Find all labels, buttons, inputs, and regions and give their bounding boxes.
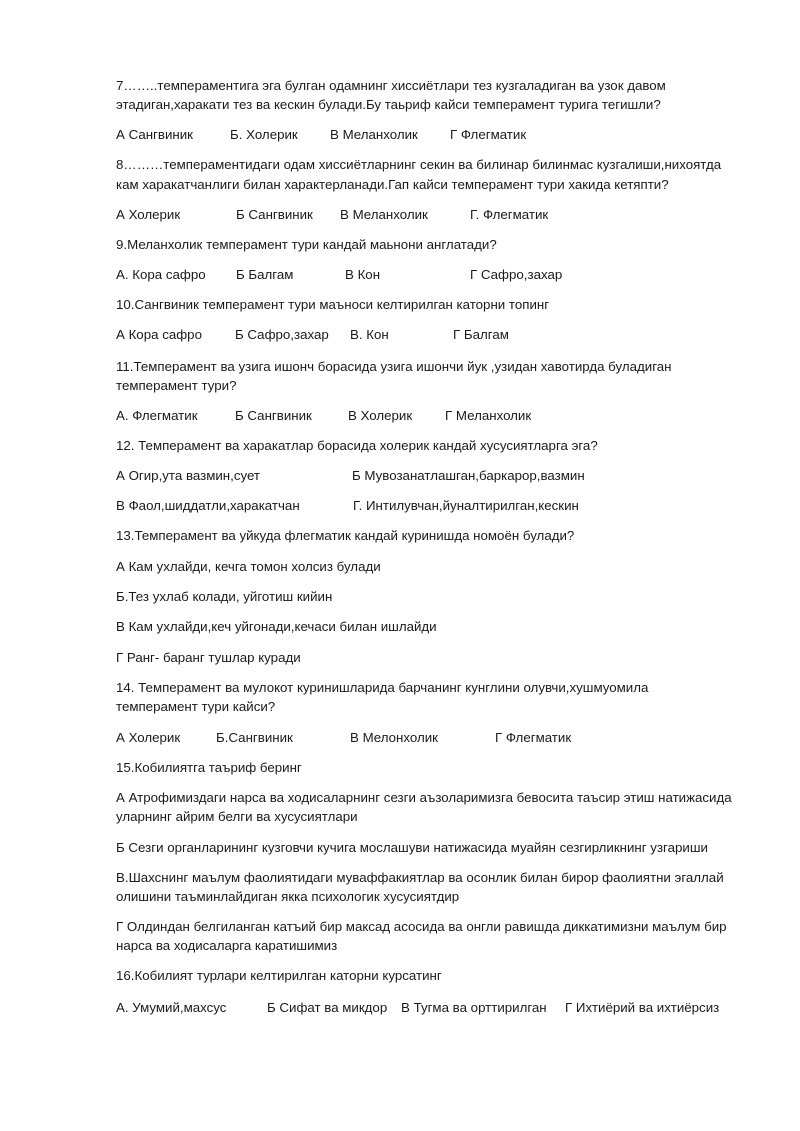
question-8-line-1: 8………темпераментидаги одам хиссиётларнинг секин ва билинар билинмас кузгалиши,нихоятда: [116, 157, 722, 172]
question-7-option-c: В Меланхолик: [330, 127, 418, 142]
question-15-option-d-line-1: Г Олдиндан белгиланган катъий бир максад асосида ва онгли равишда диккатимизни маълум бир: [116, 919, 727, 934]
question-8-line-2: кам харакатчанлиги билан характерланади.Гап кайси темперамент тури хакида кетяпти?: [116, 177, 669, 192]
question-8-option-c: В Меланхолик: [340, 207, 428, 222]
question-11-option-a: А. Флегматик: [116, 408, 198, 423]
question-13-option-b: Б.Тез ухлаб колади, уйготиш кийин: [116, 589, 333, 604]
question-15-option-b-line-1: Б Сезги органларининг кузговчи кучига мослашуви натижасида муайян сезгирликнинг узгариши: [116, 840, 708, 855]
question-10-option-b: Б Сафро,захар: [235, 327, 329, 342]
question-13-option-c: В Кам ухлайди,кеч уйгонади,кечаси билан ишлайди: [116, 619, 437, 634]
question-16-option-b: Б Сифат ва микдор: [267, 1000, 388, 1015]
question-16-line-1: 16.Кобилият турлари келтирилган каторни курсатинг: [116, 968, 442, 983]
question-10-line-1: 10.Сангвиник темперамент тури маъноси келтирилган каторни топинг: [116, 297, 550, 312]
question-15-option-c-line-2: олишини таъминлайдиган якка психологик хусусиятдир: [116, 889, 460, 904]
question-10-option-d: Г Балгам: [453, 327, 509, 342]
question-15-option-a-line-2: уларнинг айрим белги ва хусусиятлари: [116, 809, 358, 824]
question-15-option-a-line-1: А Атрофимиздаги нарса ва ходисаларнинг сезги аъзоларимизга бевосита таъсир этиш натижасида: [116, 790, 732, 805]
question-12-option-d: Г. Интилувчан,йуналтирилган,кескин: [353, 498, 579, 513]
question-13-option-d: Г Ранг- баранг тушлар куради: [116, 650, 301, 665]
question-14-line-2: темперамент тури кайси?: [116, 699, 276, 714]
question-14-option-a: А Холерик: [116, 730, 181, 745]
question-11-option-d: Г Меланхолик: [445, 408, 532, 423]
question-12-line-1: 12. Темперамент ва харакатлар борасида холерик кандай хусусиятларга эга?: [116, 438, 598, 453]
question-7-line-2: этадиган,харакати тез ва кескин булади.Бу таьриф кайси темперамент турига тегишли?: [116, 97, 661, 112]
question-16-option-d: Г Ихтиёрий ва ихтиёрсиз: [565, 1000, 720, 1015]
question-16-option-a: А. Умумий,махсус: [116, 1000, 227, 1015]
question-9-option-d: Г Сафро,захар: [470, 267, 563, 282]
question-15-line-1: 15.Кобилиятга таъриф беринг: [116, 760, 302, 775]
question-12-option-a: А Огир,ута вазмин,сует: [116, 468, 261, 483]
question-7-option-a: А Сангвиник: [116, 127, 193, 142]
question-7-option-b: Б. Холерик: [230, 127, 298, 142]
question-14-line-1: 14. Темперамент ва мулокот куринишларида барчанинг кунглини олувчи,хушмуомила: [116, 680, 649, 695]
question-10-option-c: В. Кон: [350, 327, 389, 342]
question-16-option-c: В Тугма ва орттирилган: [401, 1000, 547, 1015]
question-13-option-a: А Кам ухлайди, кечга томон холсиз булади: [116, 559, 381, 574]
question-8-option-b: Б Сангвиник: [236, 207, 313, 222]
question-12-option-b: Б Мувозанатлашган,баркарор,вазмин: [352, 468, 585, 483]
question-12-option-c: В Фаол,шиддатли,харакатчан: [116, 498, 300, 513]
question-9-line-1: 9.Меланхолик темперамент тури кандай маьнони англатади?: [116, 237, 497, 252]
question-13-line-1: 13.Темперамент ва уйкуда флегматик кандай куринишда номоён булади?: [116, 528, 575, 543]
question-15-option-c-line-1: В.Шахснинг маълум фаолиятидаги муваффакиятлар ва осонлик билан бирор фаолиятни эгаллай: [116, 870, 724, 885]
question-8-option-d: Г. Флегматик: [470, 207, 549, 222]
question-7-option-d: Г Флегматик: [450, 127, 527, 142]
question-9-option-c: В Кон: [345, 267, 381, 282]
question-14-option-b: Б.Сангвиник: [216, 730, 293, 745]
question-10-option-a: А Кора сафро: [116, 327, 202, 342]
question-9-option-a: А. Кора сафро: [116, 267, 206, 282]
question-7-line-1: 7……..темпераментига эга булган одамнинг хиссиётлари тез кузгаладиган ва узок давом: [116, 78, 666, 93]
question-11-line-1: 11.Темперамент ва узига ишонч борасида узига ишончи йук ,узидан хавотирда буладиган: [116, 359, 672, 374]
question-11-option-c: В Холерик: [348, 408, 413, 423]
question-11-option-b: Б Сангвиник: [235, 408, 312, 423]
question-14-option-d: Г Флегматик: [495, 730, 572, 745]
question-11-line-2: темперамент тури?: [116, 378, 237, 393]
question-14-option-c: В Мелонхолик: [350, 730, 438, 745]
question-9-option-b: Б Балгам: [236, 267, 294, 282]
question-8-option-a: А Холерик: [116, 207, 181, 222]
question-15-option-d-line-2: нарса ва ходисаларга каратишимиз: [116, 938, 338, 953]
